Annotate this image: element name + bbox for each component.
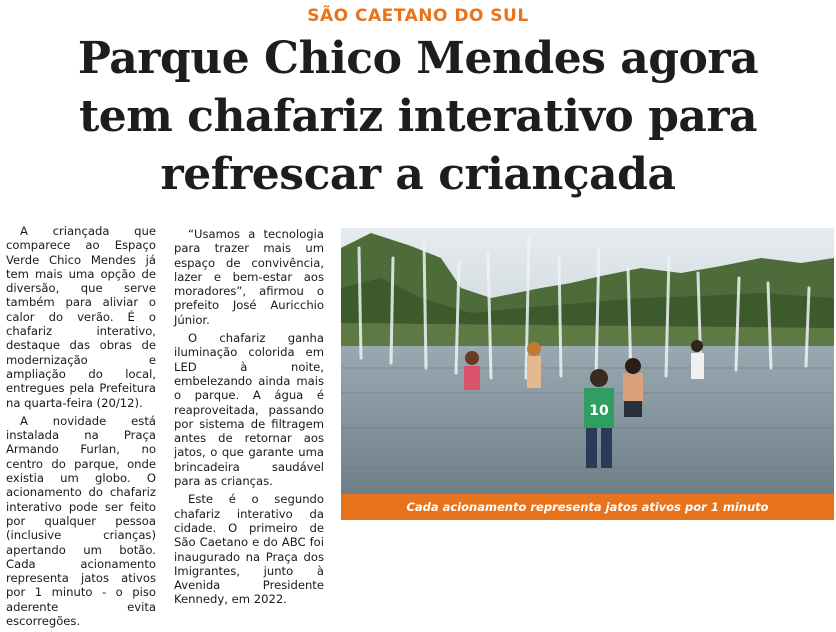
headline-line: refrescar a criançada [160, 149, 676, 200]
headline-line: tem chafariz interativo para [78, 91, 758, 142]
article-column-1 [6, 224, 156, 632]
paragraph: O chafariz ganha iluminação colorida em LED à noite, embelezando ainda mais o parque. A água é reaproveitada, passando por sistema de filtragem antes de retornar aos jatos, o que garante uma brincadeira saudável para as crianças. [174, 331, 324, 489]
section-kicker: SÃO CAETANO DO SUL [307, 6, 529, 26]
paragraph: A novidade está instalada na Praça Armando Furlan, no centro do parque, onde existia um globo. O acionamento do chafariz interativo pode ser feito por qualquer pessoa (inclusive crianças) apertando um botão. Cada acionamento representa jatos ativos por 1 minuto - o piso aderente evita escorregões. [6, 413, 156, 629]
headline [0, 30, 836, 204]
fountain-photo-illustration [341, 228, 834, 494]
photo-caption: Cada acionamento representa jatos ativos por 1 minuto [341, 494, 834, 520]
fountain-photo [341, 228, 834, 494]
paragraph: Este é o segundo chafariz interativo da cidade. O primeiro de São Caetano e do ABC foi inaugurado na Praça dos Imigrantes, junto à Avenida Presidente Kennedy, em 2022. [174, 492, 324, 607]
headline-line: Parque Chico Mendes agora [77, 33, 759, 84]
paragraph: A criançada que comparece ao Espaço Verde Chico Mendes já tem mais uma opção de diversão, que serve também para aliviar o calor do verão. É o chafariz interativo, destaque das obras de modernização e ampliação do local, entregues pela Prefeitura na quarta-feira (20/12). [6, 224, 156, 410]
article-column-2 [174, 227, 324, 611]
paragraph: “Usamos a tecnologia para trazer mais um espaço de convivência, lazer e bem-estar aos moradores”, afirmou o prefeito José Auricchio Júnior. [174, 227, 324, 327]
shirt-number: 10 [589, 403, 609, 419]
